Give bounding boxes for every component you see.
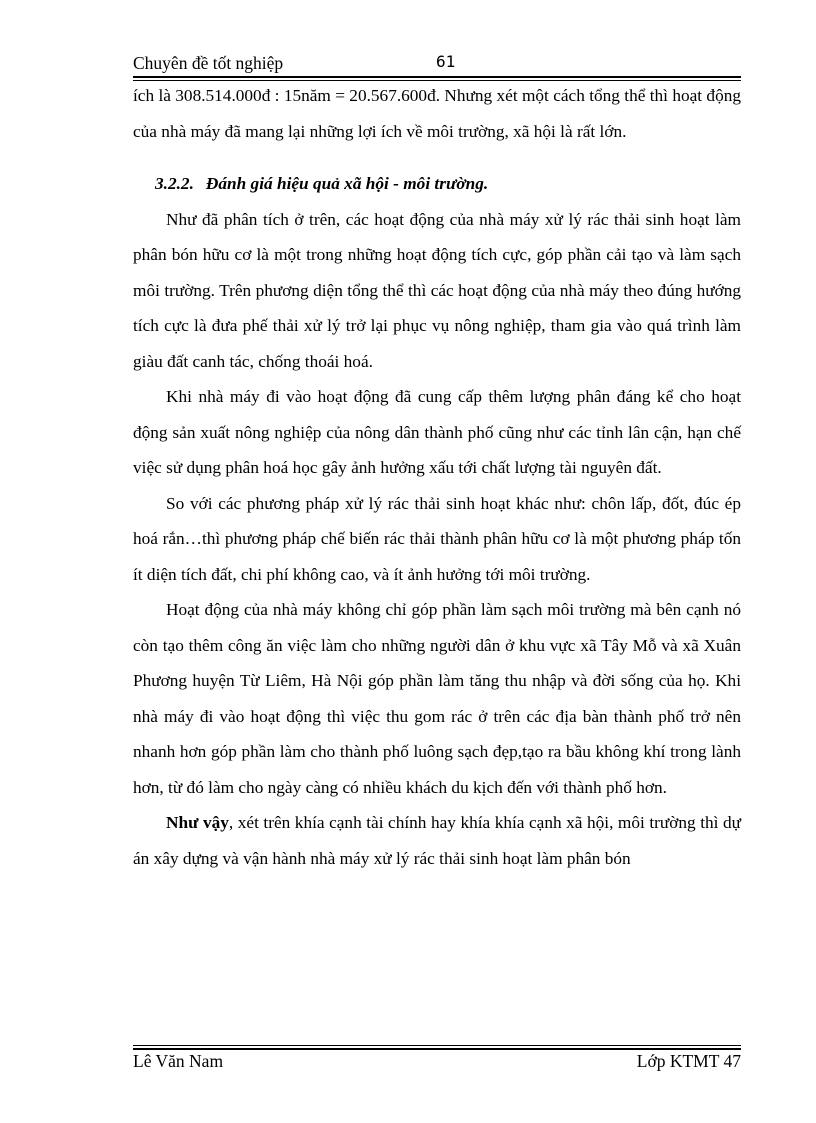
footer-author: Lê Văn Nam	[133, 1051, 224, 1071]
section-heading	[133, 166, 741, 202]
paragraph: So với các phương pháp xử lý rác thải sinh hoạt khác như: chôn lấp, đốt, đúc ép hoá rắn…thì phương pháp chế biến rác thải thành phân hữu cơ là một phương pháp tốn ít diện tích đất, chi phí không cao, và ít ảnh hưởng tới môi trường.	[133, 493, 741, 584]
page-body	[133, 78, 741, 876]
paragraph: Như đã phân tích ở trên, các hoạt động của nhà máy xử lý rác thải sinh hoạt làm phân bón hữu cơ là một trong những hoạt động tích cực, góp phần cải tạo và làm sạch môi trường. Trên phương diện tổng thể thì các hoạt động của nhà máy theo đúng hướng tích cực là đưa phế thải xử lý trở lại phục vụ nông nghiệp, tham gia vào quá trình làm giàu đất canh tác, chống thoái hoá.	[133, 209, 741, 371]
paragraph: Hoạt động của nhà máy không chỉ góp phần làm sạch môi trường mà bên cạnh nó còn tạo thêm công ăn việc làm cho những người dân ở khu vực xã Tây Mỗ và xã Xuân Phương huyện Từ Liêm, Hà Nội góp phần làm tăng thu nhập và đời sống của họ. Khi nhà máy đi vào hoạt động thì việc thu gom rác ở trên các địa bàn thành phố trở nên nhanh hơn góp phần làm cho thành phố luông sạch đẹp,tạo ra bầu không khí trong lành hơn, từ đó làm cho ngày càng có nhiều khách du kịch đến với thành phố hơn.	[133, 600, 741, 797]
page-number: 61	[436, 52, 456, 71]
bold-lead: Như vậy	[166, 813, 229, 832]
footer-rule-thin	[133, 1045, 741, 1046]
paragraph-continuation: ích là 308.514.000đ : 15năm = 20.567.600đ. Nhưng xét một cách tổng thể thì hoạt động của nhà máy đã mang lại những lợi ích về môi trường, xã hội là rất lớn.	[133, 86, 741, 141]
header-title: Chuyên đề tốt nghiệp	[133, 53, 284, 73]
section-title: Đánh giá hiệu quả xã hội - môi trường.	[205, 174, 489, 193]
section-number: 3.2.2.	[155, 174, 194, 193]
paragraph-conclusion	[133, 805, 741, 876]
paragraph: Khi nhà máy đi vào hoạt động đã cung cấp thêm lượng phân đáng kể cho hoạt động sản xuất nông nghiệp của nông dân thành phố cũng như các tỉnh lân cận, hạn chế việc sử dụng phân hoá học gây ảnh hưởng xấu tới chất lượng tài nguyên đất.	[133, 387, 741, 477]
paragraph-text: , xét trên khía cạnh tài chính hay khía khía cạnh xã hội, môi trường thì dự án xây dựng và vận hành nhà máy xử lý rác thải sinh hoạt làm phân bón	[133, 813, 741, 868]
footer-class: Lớp KTMT 47	[636, 1051, 741, 1071]
